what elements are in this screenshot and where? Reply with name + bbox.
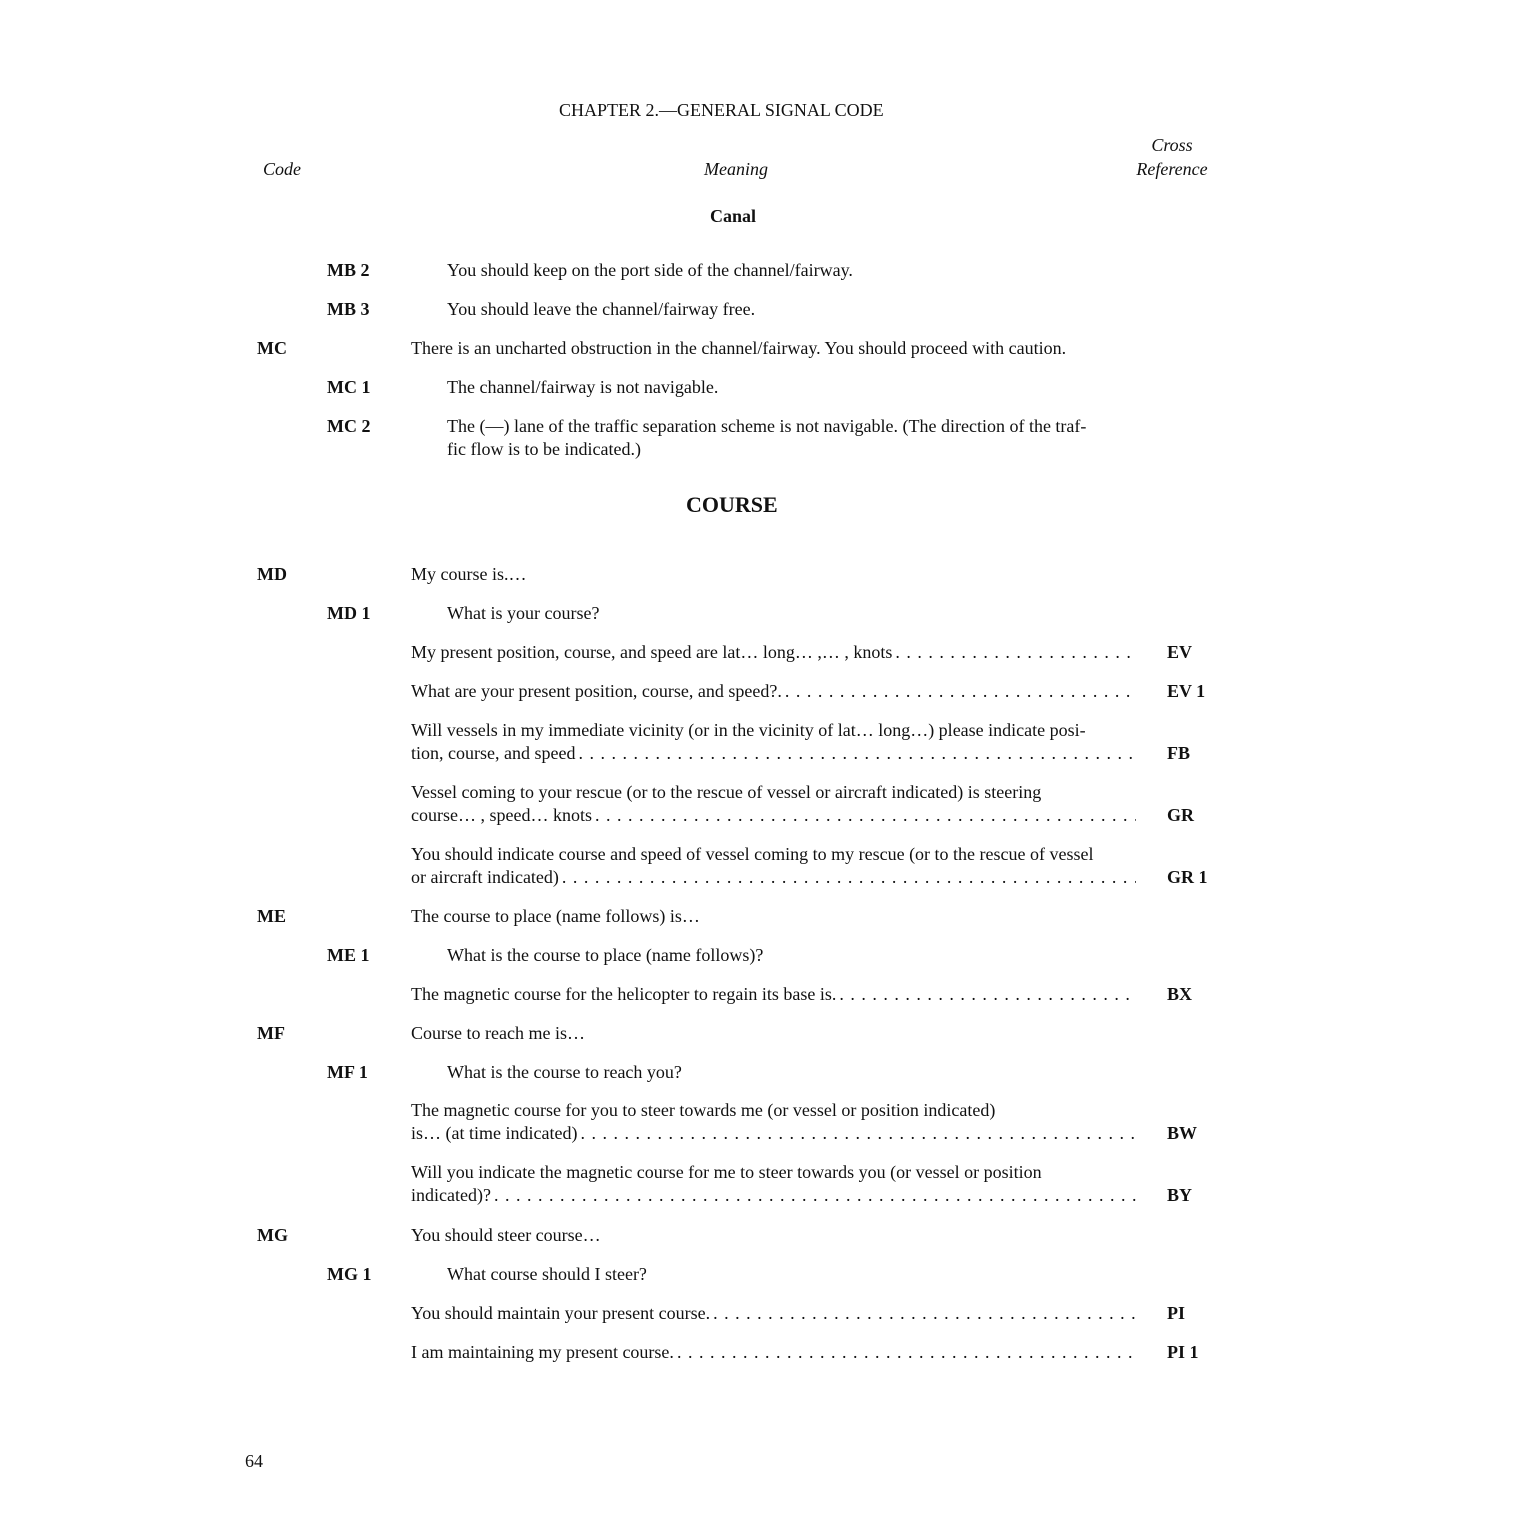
signal-code: MD 1	[327, 603, 371, 623]
cross-reference-code: GR	[1167, 805, 1194, 825]
signal-meaning: You should leave the channel/fairway free.	[447, 299, 756, 319]
cross-reference-line: course… , speed… knots . . .	[411, 805, 1136, 826]
signal-meaning: You should steer course…	[411, 1225, 601, 1245]
section-heading-course: COURSE	[686, 492, 778, 517]
signal-code: MC	[257, 338, 287, 358]
cross-reference-line: The magnetic course for the helicopter to regain its base is. . . .	[411, 984, 1136, 1005]
cross-reference-line: I am maintaining my present course. . . .	[411, 1342, 1136, 1363]
signal-meaning: The channel/fairway is not navigable.	[447, 377, 719, 397]
signal-meaning-continued: fic flow is to be indicated.)	[447, 439, 641, 459]
signal-meaning: There is an uncharted obstruction in the channel/fairway. You should proceed with caution.	[411, 338, 1067, 358]
signal-code: MF 1	[327, 1062, 368, 1082]
signal-meaning: What is your course?	[447, 603, 600, 623]
column-header-cross: Cross	[1151, 135, 1193, 155]
cross-reference-code: EV	[1167, 642, 1193, 662]
signal-code: MD	[257, 564, 287, 584]
cross-reference-code: BW	[1167, 1123, 1198, 1143]
signal-meaning: Course to reach me is…	[411, 1023, 585, 1043]
cross-reference-code: PI 1	[1167, 1342, 1199, 1362]
cross-reference-line: tion, course, and speed . . .	[411, 743, 1136, 764]
cross-reference-line: My present position, course, and speed are lat… long… ,… , knots . . .	[411, 642, 1136, 663]
cross-reference-text: The magnetic course for you to steer towards me (or vessel or position indicated)	[411, 1100, 996, 1120]
column-header-code: Code	[263, 159, 301, 179]
section-heading-canal: Canal	[710, 206, 757, 226]
cross-reference-line: is… (at time indicated) . . .	[411, 1123, 1136, 1144]
cross-reference-text: You should indicate course and speed of vessel coming to my rescue (or to the rescue of vessel	[411, 844, 1094, 864]
cross-reference-text: Will you indicate the magnetic course for me to steer towards you (or vessel or position	[411, 1162, 1042, 1182]
signal-meaning: What is the course to place (name follows)?	[447, 945, 764, 965]
signal-code: MB 3	[327, 299, 370, 319]
signal-meaning: What course should I steer?	[447, 1264, 647, 1284]
signal-meaning: The course to place (name follows) is…	[411, 906, 700, 926]
cross-reference-text: Will vessels in my immediate vicinity (or in the vicinity of lat… long…) please indicate posi-	[411, 720, 1086, 740]
signal-code: MB 2	[327, 260, 370, 280]
cross-reference-code: PI	[1167, 1303, 1185, 1323]
page-number: 64	[245, 1451, 263, 1471]
signal-meaning: The (—) lane of the traffic separation scheme is not navigable. (The direction of the traf-	[447, 416, 1087, 436]
cross-reference-code: GR 1	[1167, 867, 1208, 887]
chapter-title: CHAPTER 2.—GENERAL SIGNAL CODE	[559, 100, 884, 120]
cross-reference-line: You should maintain your present course. . . .	[411, 1303, 1136, 1324]
cross-reference-line: or aircraft indicated) . . .	[411, 867, 1136, 888]
cross-reference-line: What are your present position, course, and speed?. . . .	[411, 681, 1136, 702]
signal-code: MF	[257, 1023, 285, 1043]
signal-code: MC 1	[327, 377, 371, 397]
cross-reference-code: BX	[1167, 984, 1193, 1004]
signal-meaning: You should keep on the port side of the channel/fairway.	[447, 260, 853, 280]
signal-meaning: What is the course to reach you?	[447, 1062, 682, 1082]
signal-code: MG 1	[327, 1264, 372, 1284]
cross-reference-line: indicated)? . . .	[411, 1185, 1136, 1206]
column-header-meaning: Meaning	[704, 159, 768, 179]
signal-code: MC 2	[327, 416, 371, 436]
signal-meaning: My course is.…	[411, 564, 527, 584]
column-header-reference: Reference	[1136, 159, 1208, 179]
signal-code: MG	[257, 1225, 288, 1245]
signal-code: ME 1	[327, 945, 370, 965]
cross-reference-text: Vessel coming to your rescue (or to the rescue of vessel or aircraft indicated) is steering	[411, 782, 1042, 802]
cross-reference-code: FB	[1167, 743, 1191, 763]
signal-code: ME	[257, 906, 286, 926]
cross-reference-code: BY	[1167, 1185, 1193, 1205]
cross-reference-code: EV 1	[1167, 681, 1206, 701]
